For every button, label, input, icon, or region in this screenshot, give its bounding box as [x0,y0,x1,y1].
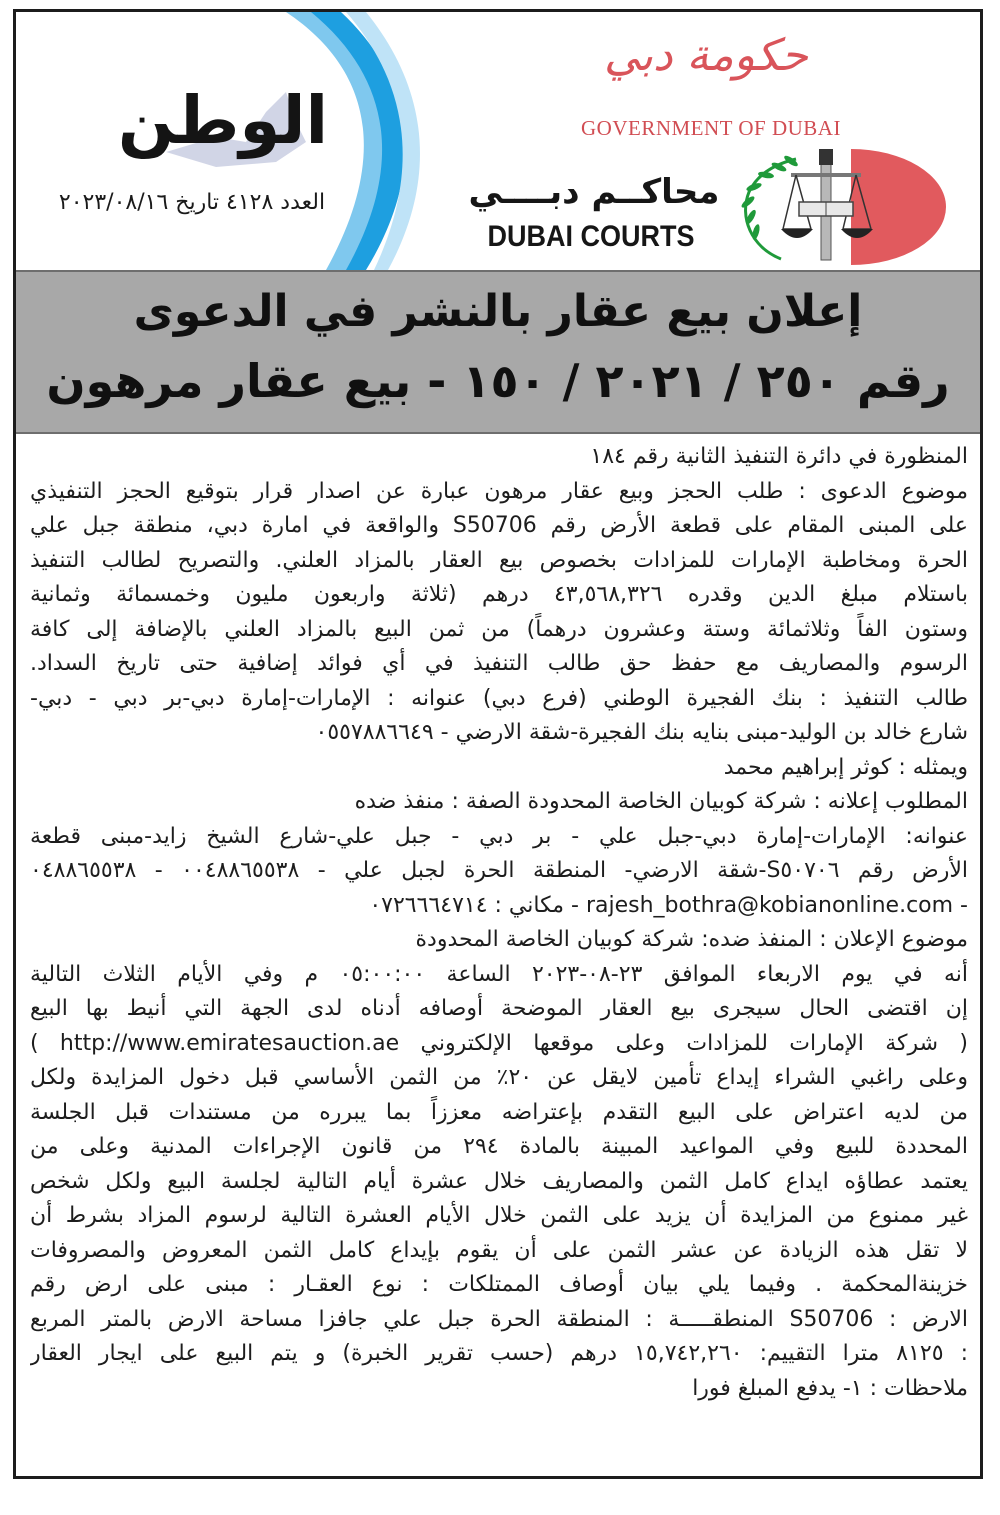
body-line: الحرة ومخاطبة الإمارات للمزادات بخصوص بيع العقار بالمزاد العلني. والتصريح لطالب التنفيذ [30,547,968,573]
body-line: شارع خالد بن الوليد-مبنى بنايه بنك الفجيرة-شقة الارضي - ٠٥٥٧٨٨٦٦٤٩ [315,720,968,745]
notice-frame [13,9,983,1479]
government-logo-english: GOVERNMENT OF DUBAI [581,116,841,140]
notice-title: إعلان بيع عقار بالنشر في الدعوى [133,286,863,337]
header [16,12,980,270]
notice-body [30,440,968,1406]
body-line: المنظورة في دائرة التنفيذ الثانية رقم ١٨٤ [590,444,968,469]
body-line: لا تقل هذه الزيادة عن عشر الثمن على أن يقوم بإيداع كامل الثمن المعروض والمصروفات [30,1237,968,1263]
body-line: خزينةالمحكمة . وفيما يلي بيان أوصاف الممتلكات : نوع العقـار : مبنى على ارض رقم [30,1272,968,1297]
body-line: المطلوب إعلانه : شركة كوبيان الخاصة المحدودة الصفة : منفذ ضده [354,789,968,814]
body-line: الرسوم والمصاريف مع حفظ حق طالب التنفيذ في أي فوائد إضافية حتى تاريخ السداد. [30,651,968,676]
government-logo-arabic: حكومة دبي [604,30,808,81]
body-line: ملاحظات : ١- يدفع المبلغ فورا [692,1375,968,1401]
body-line: أنه في يوم الاربعاء الموافق ٢٣-٠٨-٢٠٢٣ الساعة ٠٥:٠٠:٠٠ م وفي الأيام الثلاث التالية [30,961,968,987]
body-line: الأرض رقم S٥٠٧٠٦-شقة الارضي- المنطقة الحرة لجبل علي - ٠٠٤٨٨٦٥٥٣٨ - ٠٤٨٨٦٥٥٣٨ [30,858,968,883]
body-line: موضوع الدعوى : طلب الحجز وبيع عقار مرهون عبارة عن اصدار قرار بتوقيع الحجز التنفيذي [30,478,968,504]
scales-of-justice-emblem-icon [721,147,946,267]
body-line: إن اقتضى الحال سيجرى بيع العقار الموضحة أوصافه أدناه لدى الجهة التي أنيط بها البيع [30,996,968,1021]
body-line: وستون الفاً وثلاثمائة وستة وعشرون درهماً) من ثمن البيع بالمزاد العلني بالإضافة إلى كافة [30,616,968,642]
body-line: طالب التنفيذ : بنك الفجيرة الوطني (فرع دبي) عنوانه : الإمارات-إمارة دبي-بر دبي - دبي- [30,685,968,711]
body-line: عنوانه: الإمارات-إمارة دبي-جبل علي - بر دبي - جبل علي-شارع الشيخ زايد-مبنى قطعة [30,823,968,849]
courts-name-english: DUBAI COURTS [487,220,695,253]
body-line-email: - rajesh_bothra@kobianonline.com - مكاني : ٠٧٢٦٦٦٤٧١٤ [369,892,968,918]
newspaper-logo: الوطن [117,82,329,159]
body-line: ويمثله : كوثر إبراهيم محمد [723,754,968,780]
body-line: غير ممنوع من المزايدة أن يزيد على الثمن خلال الأيام العشرة التالية لرسوم المزاد بشرط أن [30,1203,968,1228]
body-line: يعتمد عطاؤه ايداع كامل الثمن والمصاريف خلال عشرة أيام التالية لجلسة البيع ولكل شخص [30,1168,968,1194]
body-line: باستلام مبلغ الدين وقدره ٤٣,٥٦٨,٣٢٦ درهم (ثلاثة واربعون مليون وخمسمائة وثمانية [30,582,968,607]
body-line: الارض : S50706 المنطقـــــة : المنطقة الحرة جبل علي جافزا مساحة الارض بالمتر المربع [30,1306,968,1332]
courts-name-arabic: محاكــم دبــــي [468,172,720,212]
body-line: المحددة للبيع وفي المواعيد المبينة بالمادة ٢٩٤ من قانون الإجراءات المدنية وعلى من [30,1134,968,1159]
notice-title-band [16,270,980,434]
issue-date: العدد ٤١٢٨ تاريخ ٢٠٢٣/٠٨/١٦ [58,190,326,215]
case-number: رقم ٢٥٠ / ٢٠٢١ / ١٥٠ - بيع عقار مرهون [46,354,950,408]
body-line: : ٨١٢٥ مترا التقييم: ١٥,٧٤٢,٢٦٠ درهم (حسب تقرير الخبرة) و يتم البيع على ايجار العقار [30,1341,968,1366]
body-line-website: ( شركة الإمارات للمزادات وعلى موقعها الإلكتروني http://www.emiratesauction.ae ) [30,1030,968,1056]
body-line: على المبنى المقام على قطعة الأرض رقم S50706 والواقعة في امارة دبي، منطقة جبل علي [30,513,968,538]
body-line: من لديه اعتراض على البيع التقدم بإعتراضه معززاً بما يبرره من مستندات قبل الجلسة [30,1099,968,1125]
body-line: موضوع الإعلان : المنفذ ضده: شركة كوبيان الخاصة المحدودة [415,927,968,952]
body-line: وعلى راغبي الشراء إيداع تأمين لايقل عن ٢٠٪ من الثمن الأساسي قبل دخول المزايدة ولكل [30,1065,968,1090]
